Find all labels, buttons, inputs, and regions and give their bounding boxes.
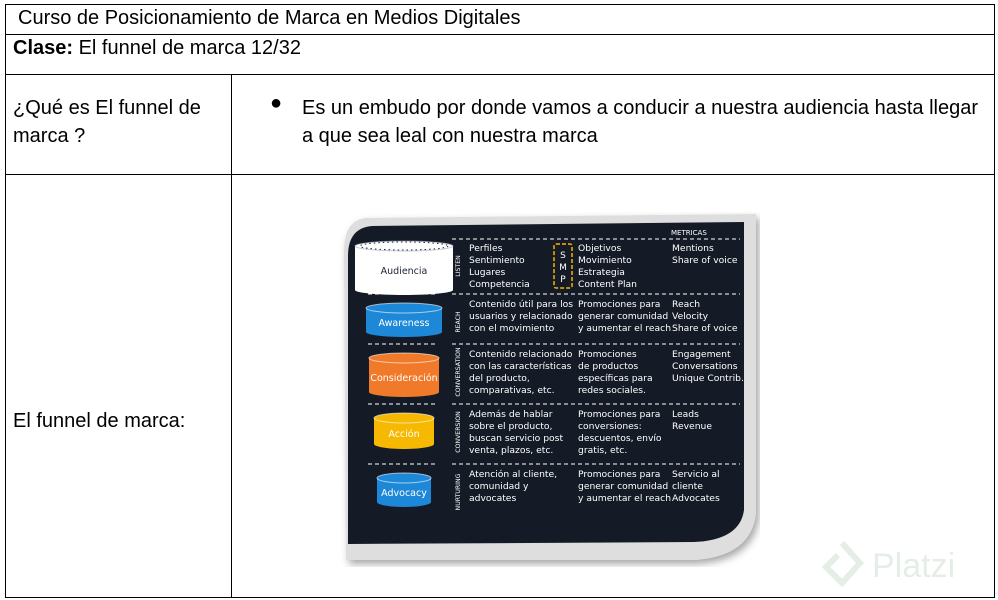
metrics-header: METRICAS bbox=[671, 229, 707, 237]
col2-line: Objetivos bbox=[578, 243, 622, 254]
col1-line: buscan servicio post bbox=[469, 433, 564, 444]
stage-cylinder-top bbox=[366, 303, 442, 313]
course-title: Curso de Posicionamiento de Marca en Medios Digitales bbox=[18, 7, 521, 29]
watermark-text: Platzi bbox=[872, 547, 956, 585]
smp-letter: S bbox=[560, 251, 566, 261]
stage-side-label: CONVERSION bbox=[455, 411, 462, 453]
col2-line: Promociones para bbox=[578, 469, 661, 480]
class-value: El funnel de marca 12/32 bbox=[78, 37, 301, 59]
platzi-watermark bbox=[820, 535, 990, 595]
col3-line: cliente bbox=[672, 481, 703, 492]
col3-line: Share of voice bbox=[672, 255, 738, 266]
col3-line: Revenue bbox=[672, 421, 713, 432]
bullet-icon: ● bbox=[270, 92, 283, 114]
col2-line: Promociones para bbox=[578, 299, 661, 310]
col1-line: Perfiles bbox=[469, 243, 503, 254]
col2-line: Content Plan bbox=[578, 279, 638, 290]
stage-cylinder-top bbox=[377, 473, 431, 483]
stage-side-label: CONVERSATION bbox=[455, 347, 462, 397]
class-line bbox=[13, 37, 301, 60]
stage-cylinder-top bbox=[355, 241, 453, 251]
col3-line: Servicio al bbox=[672, 469, 720, 480]
answer-text: Es un embudo por donde vamos a conducir a nuestra audiencia hasta llegar a que sea leal con nuestra marca bbox=[302, 97, 978, 147]
col1-line: del producto, bbox=[469, 373, 530, 384]
stage-cylinder-top bbox=[369, 353, 439, 363]
col2-line: generar comunidad bbox=[578, 311, 669, 322]
class-label: Clase: bbox=[13, 37, 74, 59]
stage-name: Advocacy bbox=[381, 488, 427, 499]
col3-line: Reach bbox=[672, 299, 701, 310]
col3-line: Advocates bbox=[672, 493, 720, 504]
col2-line: específicas para bbox=[578, 373, 653, 384]
col3-line: Share of voice bbox=[672, 323, 738, 334]
stage-name: Awareness bbox=[378, 318, 430, 329]
col1-line: venta, plazos, etc. bbox=[469, 445, 554, 456]
stage-name: Audiencia bbox=[380, 266, 428, 277]
col3-line: Mentions bbox=[672, 243, 714, 254]
col1-line: Contenido relacionado bbox=[469, 349, 573, 360]
col2-line: Promociones bbox=[578, 349, 637, 360]
col2-line: conversiones: bbox=[578, 421, 642, 432]
col2-line: de productos bbox=[578, 361, 639, 372]
col1-line: Contenido útil para los bbox=[469, 299, 574, 310]
col1-line: Atención al cliente, bbox=[469, 469, 558, 480]
col2-line: y aumentar el reach bbox=[578, 323, 672, 334]
col2-line: descuentos, envío bbox=[578, 433, 662, 444]
question-text: ¿Qué es El funnel de marca ? bbox=[13, 97, 201, 147]
col2-line: Estrategia bbox=[578, 267, 625, 278]
col2-line: redes sociales. bbox=[578, 385, 646, 396]
col1-line: sobre el producto, bbox=[469, 421, 553, 432]
col1-line: usuarios y relacionado bbox=[469, 311, 573, 322]
stage-side-label: REACH bbox=[455, 311, 462, 333]
col3-line: Engagement bbox=[672, 349, 731, 360]
col1-line: Lugares bbox=[469, 267, 506, 278]
stage-side-label: NURTURING bbox=[455, 473, 462, 511]
col1-line: comunidad y bbox=[469, 481, 529, 492]
smp-letter: M bbox=[559, 263, 567, 273]
col3-line: Unique Contrib. bbox=[672, 373, 744, 384]
col1-line: comparativas, etc. bbox=[469, 385, 555, 396]
col2-line: gratis, etc. bbox=[578, 445, 628, 456]
col1-line: Competencia bbox=[469, 279, 530, 290]
col3-line: Leads bbox=[672, 409, 699, 420]
col2-line: Movimiento bbox=[578, 255, 632, 266]
funnel-label: El funnel de marca: bbox=[13, 410, 186, 432]
col1-line: Sentimiento bbox=[469, 255, 525, 266]
col3-line: Velocity bbox=[672, 311, 709, 322]
col2-line: generar comunidad bbox=[578, 481, 669, 492]
stage-side-label: LISTEN bbox=[455, 255, 462, 277]
funnel-diagram-image bbox=[332, 212, 760, 567]
stage-cylinder-top bbox=[374, 413, 434, 423]
col3-line: Conversations bbox=[672, 361, 738, 372]
col1-line: con el movimiento bbox=[469, 323, 555, 334]
column-divider bbox=[231, 74, 232, 598]
col2-line: y aumentar el reach bbox=[578, 493, 672, 504]
col2-line: Promociones para bbox=[578, 409, 661, 420]
col1-line: advocates bbox=[469, 493, 517, 504]
col1-line: Además de hablar bbox=[469, 409, 553, 420]
stage-name: Acción bbox=[388, 429, 420, 440]
smp-letter: P bbox=[560, 275, 566, 285]
stage-name: Consideración bbox=[370, 373, 438, 384]
col1-line: con las características bbox=[469, 361, 572, 372]
